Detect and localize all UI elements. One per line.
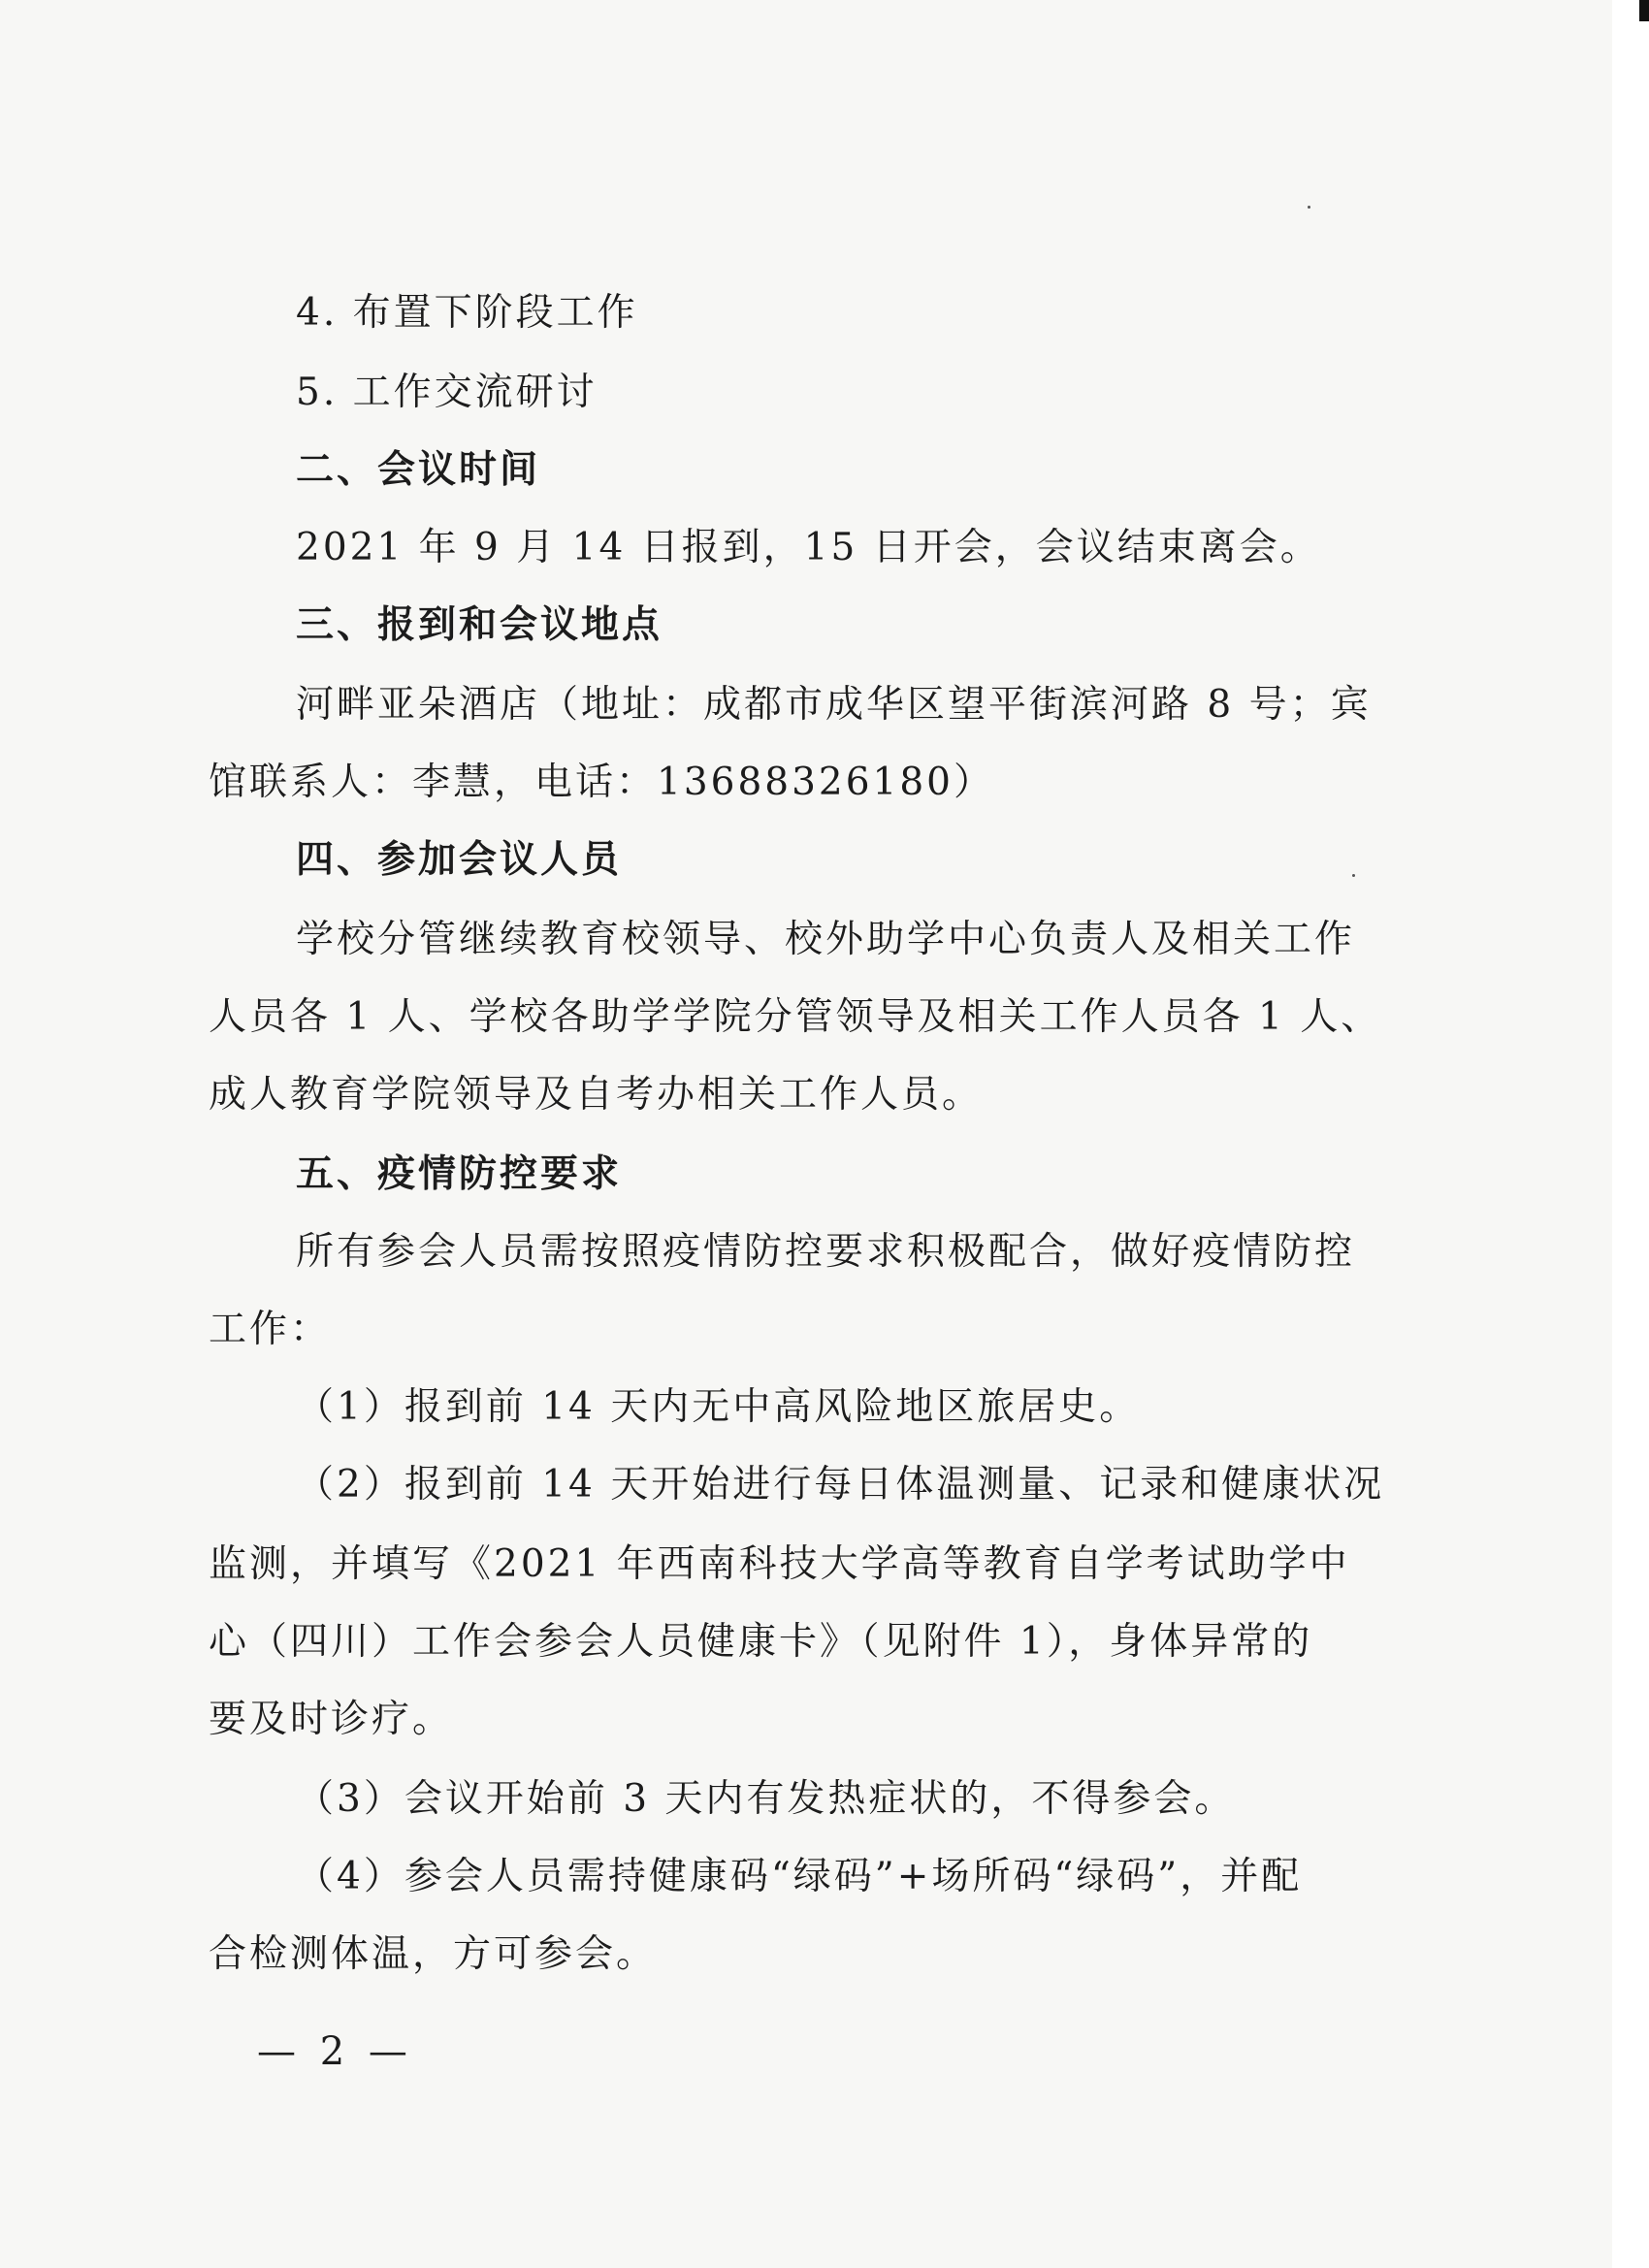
section-heading-attendees: 四、参加会议人员 <box>296 838 623 882</box>
agenda-item-5: 5. 工作交流研讨 <box>296 371 598 414</box>
requirement-3: （3）会议开始前 3 天内有发热症状的，不得参会。 <box>296 1777 1236 1821</box>
epidemic-intro-line-1: 所有参会人员需按照疫情防控要求积极配合，做好疫情防控 <box>296 1230 1356 1274</box>
attendees-text-line-1: 学校分管继续教育校领导、校外助学中心负责人及相关工作 <box>296 918 1356 961</box>
meeting-time-text: 2021 年 9 月 14 日报到，15 日开会，会议结束离会。 <box>296 526 1321 569</box>
venue-text-line-2: 馆联系人：李慧，电话：13688326180） <box>209 761 994 804</box>
attendees-text-line-2: 人员各 1 人、学校各助学学院分管领导及相关工作人员各 1 人、 <box>209 995 1382 1039</box>
scan-speck <box>1308 206 1310 209</box>
requirement-2-line-3: 心（四川）工作会参会人员健康卡》（见附件 1），身体异常的 <box>209 1620 1313 1664</box>
requirement-4-line-2: 合检测体温，方可参会。 <box>209 1932 658 1976</box>
scan-speck <box>1352 874 1355 877</box>
requirement-2-line-4: 要及时诊疗。 <box>209 1698 454 1741</box>
page-number: — 2 — <box>257 2029 413 2074</box>
scan-corner-mark <box>1639 0 1649 21</box>
requirement-2-line-2: 监测，并填写《2021 年西南科技大学高等教育自学考试助学中 <box>209 1542 1350 1586</box>
agenda-item-4: 4. 布置下阶段工作 <box>296 291 638 335</box>
section-heading-epidemic: 五、疫情防控要求 <box>296 1152 623 1196</box>
venue-text-line-1: 河畔亚朵酒店（地址：成都市成华区望平街滨河路 8 号；宾 <box>296 683 1372 727</box>
scan-margin <box>1612 0 1649 2268</box>
section-heading-venue: 三、报到和会议地点 <box>296 603 663 647</box>
requirement-1: （1）报到前 14 天内无中高风险地区旅居史。 <box>296 1385 1141 1429</box>
requirement-4-line-1: （4）参会人员需持健康码“绿码”+场所码“绿码”，并配 <box>296 1855 1303 1898</box>
requirement-2-line-1: （2）报到前 14 天开始进行每日体温测量、记录和健康状况 <box>296 1463 1385 1507</box>
epidemic-intro-line-2: 工作： <box>209 1308 332 1351</box>
section-heading-meeting-time: 二、会议时间 <box>296 448 541 492</box>
attendees-text-line-3: 成人教育学院领导及自考办相关工作人员。 <box>209 1073 984 1117</box>
